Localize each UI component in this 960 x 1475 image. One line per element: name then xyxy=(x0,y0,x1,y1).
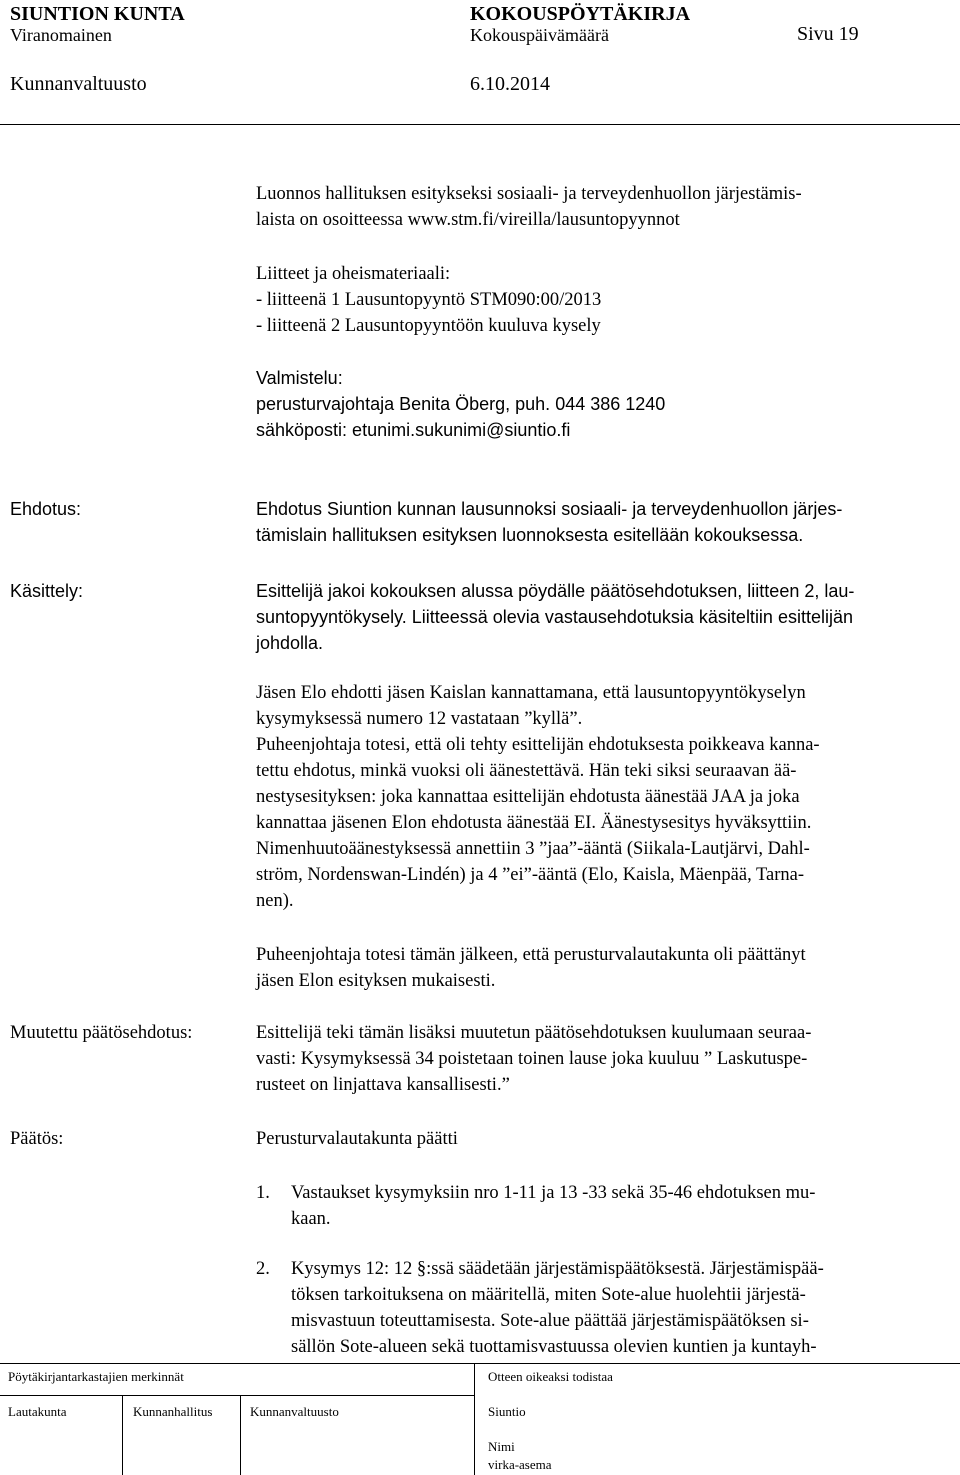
handling-p2-line-8: ström, Nordenswan-Lindén) ja 4 ”ei”-ääntä (Elo, Kaisla, Mäenpää, Tarna- xyxy=(256,865,804,885)
handling-p2-line-5: nestysesityksen: joka kannattaa esittelijän ehdotusta äänestää JAA ja joka xyxy=(256,787,800,807)
footer-place: Siuntio xyxy=(488,1404,526,1419)
attachment-item-1: - liitteenä 1 Lausuntopyyntö STM090:00/2013 xyxy=(256,290,602,310)
footer-col-rule-2 xyxy=(240,1395,241,1475)
handling-p2-line-1: Jäsen Elo ehdotti jäsen Kaislan kannattamana, että lausuntopyyntökyselyn xyxy=(256,683,806,703)
decision-label: Päätös: xyxy=(10,1129,64,1149)
handling-p3-line-1: Puheenjohtaja totesi tämän jälkeen, että perusturvalautakunta oli päättänyt xyxy=(256,945,806,965)
page-number: Sivu 19 xyxy=(797,23,859,45)
footer-certification-label: Otteen oikeaksi todistaa xyxy=(488,1369,613,1384)
attachment-item-2: - liitteenä 2 Lausuntopyyntöön kuuluva kysely xyxy=(256,316,601,336)
handling-label: Käsittely: xyxy=(10,581,84,601)
footer-column-council: Kunnanvaltuusto xyxy=(250,1404,339,1419)
handling-p2-line-9: nen). xyxy=(256,891,294,911)
handling-p1-line-2: suntopyyntökysely. Liitteessä olevia vastausehdotuksia käsiteltiin esittelijän xyxy=(256,607,853,627)
decision-item-2-line-4: sällön Sote-alueen sekä tuottamisvastuussa olevien kuntien ja kuntayh- xyxy=(291,1337,817,1357)
authority: Kunnanvaltuusto xyxy=(10,73,147,95)
date-label: Kokouspäivämäärä xyxy=(470,25,609,45)
footer-column-board: Lautakunta xyxy=(8,1404,67,1419)
decision-item-2-number: 2. xyxy=(256,1259,270,1279)
modified-proposal-line-3: rusteet on linjattava kansallisesti.” xyxy=(256,1075,510,1095)
decision-item-1-line-2: kaan. xyxy=(291,1209,331,1229)
decision-item-2-line-2: töksen tarkoituksena on määritellä, miten Sote-alue huolehtii järjestä- xyxy=(291,1285,806,1305)
meeting-date: 6.10.2014 xyxy=(470,73,550,95)
handling-p2-line-4: tettu ehdotus, minkä vuoksi oli äänestettävä. Hän teki siksi seuraavan ää- xyxy=(256,761,797,781)
handling-p1-line-1: Esittelijä jakoi kokouksen alussa pöydälle päätösehdotuksen, liitteen 2, lau- xyxy=(256,581,855,601)
decision-item-1-number: 1. xyxy=(256,1183,270,1203)
decision-item-2-line-3: misvastuun toteuttamisesta. Sote-alue päättää järjestämispäätöksen si- xyxy=(291,1311,809,1331)
footer-col-rule-1 xyxy=(122,1395,123,1475)
intro-line-1: Luonnos hallituksen esitykseksi sosiaali- ja terveydenhuollon järjestämis- xyxy=(256,184,802,204)
footer-center-rule xyxy=(474,1363,475,1475)
footer-name-label: Nimi xyxy=(488,1439,515,1454)
footer-signers-label: Pöytäkirjantarkastajien merkinnät xyxy=(8,1369,184,1384)
decision-intro: Perusturvalautakunta päätti xyxy=(256,1129,458,1149)
preparation-contact: perusturvajohtaja Benita Öberg, puh. 044 386 1240 xyxy=(256,394,666,414)
handling-p2-line-6: kannattaa jäsenen Elon ehdotusta äänestää EI. Äänestysesitys hyväksyttiin. xyxy=(256,813,812,833)
header-divider xyxy=(0,124,960,125)
decision-item-1-line-1: Vastaukset kysymyksiin nro 1-11 ja 13 -33 sekä 35-46 ehdotuksen mu- xyxy=(291,1183,816,1203)
footer-column-executive: Kunnanhallitus xyxy=(133,1404,213,1419)
handling-p2-line-3: Puheenjohtaja totesi, että oli tehty esittelijän ehdotuksesta poikkeava kanna- xyxy=(256,735,820,755)
preparation-heading: Valmistelu: xyxy=(256,368,343,388)
proposal-line-1: Ehdotus Siuntion kunnan lausunnoksi sosiaali- ja terveydenhuollon järjes- xyxy=(256,499,843,519)
attachments-heading: Liitteet ja oheismateriaali: xyxy=(256,264,451,284)
municipality-title: SIUNTION KUNTA xyxy=(10,3,185,25)
handling-p1-line-3: johdolla. xyxy=(256,633,324,653)
modified-proposal-line-2: vasti: Kysymyksessä 34 poistetaan toinen lause joka kuuluu ” Laskutuspe- xyxy=(256,1049,808,1069)
authority-label: Viranomainen xyxy=(10,25,112,45)
intro-line-2: laista on osoitteessa www.stm.fi/vireilla/lausuntopyynnot xyxy=(256,210,680,230)
proposal-label: Ehdotus: xyxy=(10,499,82,519)
document-type: KOKOUSPÖYTÄKIRJA xyxy=(470,3,691,25)
preparation-email: sähköposti: etunimi.sukunimi@siuntio.fi xyxy=(256,420,571,440)
footer-inner-rule xyxy=(0,1395,475,1396)
handling-p3-line-2: jäsen Elon esityksen mukaisesti. xyxy=(256,971,496,991)
modified-proposal-label: Muutettu päätösehdotus: xyxy=(10,1023,193,1043)
footer-top-rule xyxy=(0,1363,960,1364)
handling-p2-line-2: kysymyksessä numero 12 vastataan ”kyllä”. xyxy=(256,709,583,729)
modified-proposal-line-1: Esittelijä teki tämän lisäksi muutetun päätösehdotuksen kuulumaan seuraa- xyxy=(256,1023,812,1043)
proposal-line-2: tämislain hallituksen esityksen luonnoksesta esitellään kokouksessa. xyxy=(256,525,804,545)
decision-item-2-line-1: Kysymys 12: 12 §:ssä säädetään järjestämispäätöksestä. Järjestämispää- xyxy=(291,1259,824,1279)
footer-title-label: virka-asema xyxy=(488,1457,552,1472)
handling-p2-line-7: Nimenhuutoäänestyksessä annettiin 3 ”jaa”-ääntä (Siikala-Lautjärvi, Dahl- xyxy=(256,839,810,859)
